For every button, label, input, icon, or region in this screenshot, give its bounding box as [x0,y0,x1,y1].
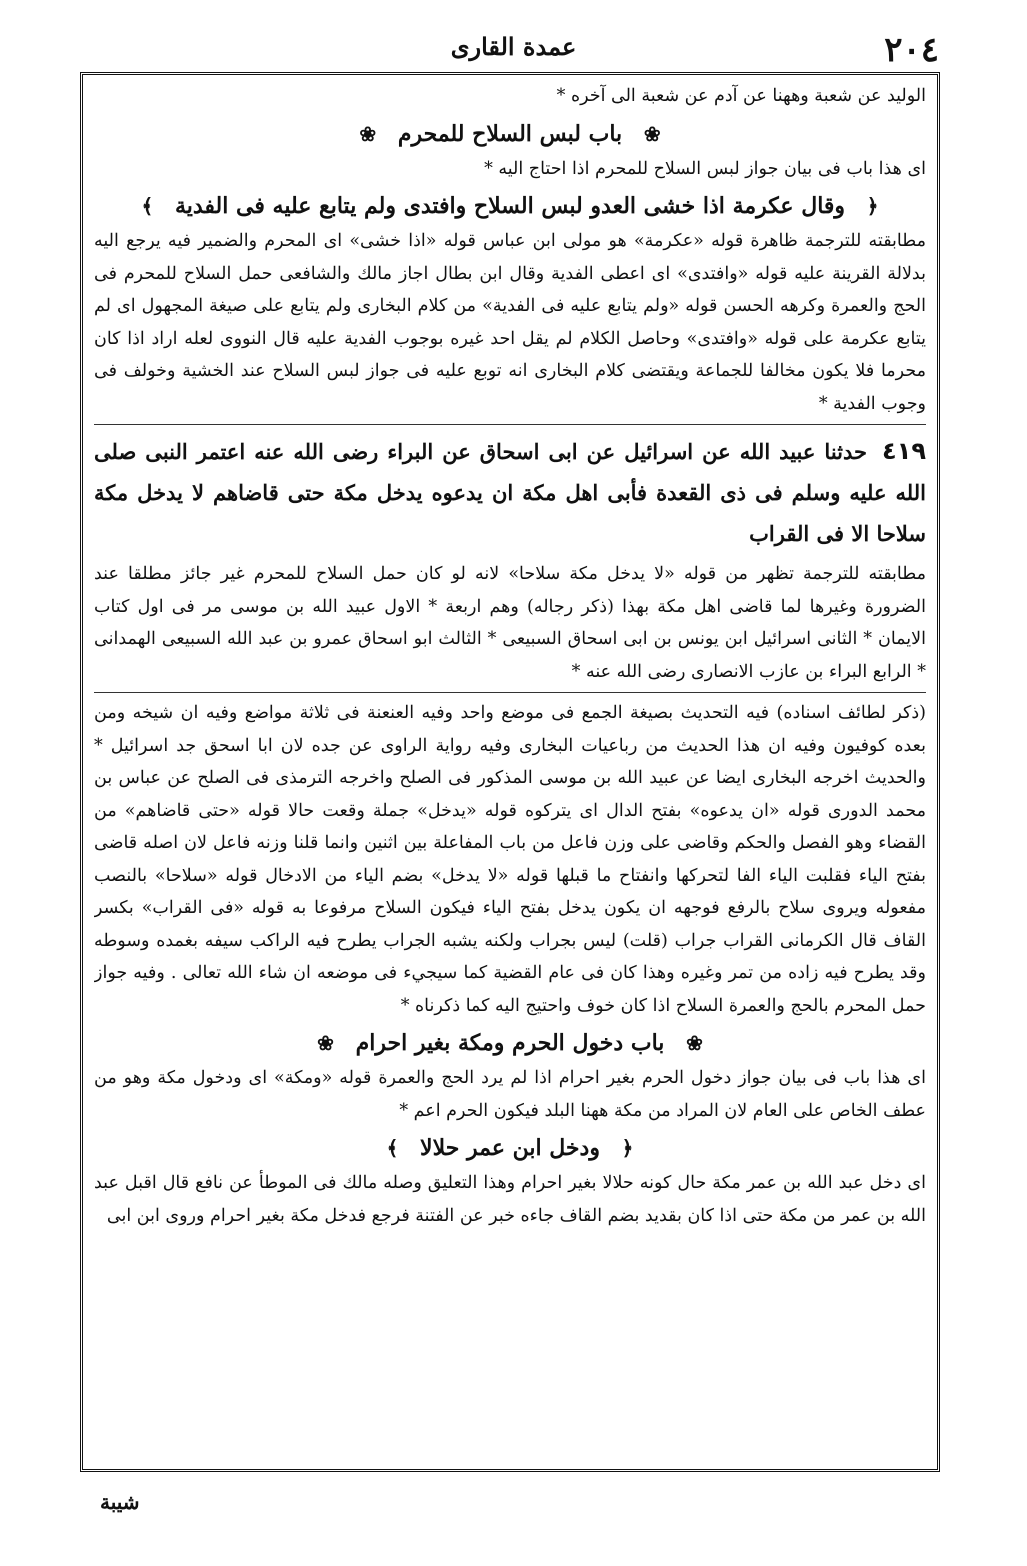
catchword: شيبة [100,1490,140,1514]
text-line: اى هذا باب فى بيان جواز لبس السلاح للمحرم اذا احتاج اليه * [484,158,926,179]
divider [94,692,926,693]
quoted-text: وقال عكرمة اذا خشى العدو لبس السلاح وافتدى ولم يتابع عليه فى الفدية [174,193,846,219]
quoted-text: ودخل ابن عمر حلالا [420,1135,600,1161]
bracket-icon: ﴿ [866,194,879,218]
commentary-paragraph: اى هذا باب فى بيان جواز دخول الحرم بغير احرام اذا لم يرد الحج والعمرة قوله «ومكة» اى ودخول مكة وهو من عطف الخاص على العام لان المراد من مكة ههنا البلد فيكون الحرم اعم * [94,1068,926,1121]
commentary-paragraph: مطابقته للترجمة تظهر من قوله «لا يدخل مكة سلاحا» لانه لو كان حمل السلاح للمحرم غير جائز مطلقا عند الضرورة وغيرها لما قاضى اهل مكة بهذا (ذكر رجاله) وهم اربعة * الاول عبيد الله بن موسى مر فى اول كتاب الايمان * الثانى اسرائيل ابن يونس بن ابى اسحاق السبيعى * الثالث ابو اسحاق عمرو بن عبد الله السبيعى الهمدانى * الرابع البراء بن عازب الانصارى رضى الله عنه * [94,564,926,682]
page-header [80,26,947,70]
commentary-paragraph: مطابقته للترجمة ظاهرة قوله «عكرمة» هو مولى ابن عباس قوله «اذا خشى» اى المحرم والضمير فيه يرجع اليه بدلالة القرينة عليه قوله «وافتدى» اى اعطى الفدية وقال ابن بطال اجاز مالك والشافعى حمل السلاح للمحرم فى الحج والعمرة وكرهه الحسن قوله «ولم يتابع عليه فى الفدية» من كلام البخارى ولم يتابع على صيغة المجهول اى لم يتابع عكرمة على قوله «وافتدى» وحاصل الكلام لم يقل احد غيره بوجوب الفدية عليه قال النووى لعله اراد اذا كان محرما فلا يكون مخالفا للجماعة ويقتضى كلام البخارى انه توبع عليه فى جواز لبس السلاح عند الخشية وخولف فى وجوب الفدية * [94,231,926,414]
quoted-heading [94,1135,926,1161]
chapter-heading [94,121,926,147]
hadith-text: حدثنا عبيد الله عن اسرائيل عن ابى اسحاق عن البراء رضى الله عنه اعتمر النبى صلى الله عليه وسلم فى ذى القعدة فأبى اهل مكة ان يدعوه يدخل مكة حتى قاضاهم لا يدخل مكة سلاحا الا فى القراب [94,439,926,546]
hadith-number: ٤١٩ [882,437,926,465]
commentary-paragraph: اى دخل عبد الله بن عمر مكة حال كونه حلالا بغير احرام وهذا التعليق وصله مالك فى الموطأ عن نافع قال اقبل عبد الله بن عمر من مكة حتى اذا كان بقديد بضم القاف جاءه خبر عن الفتنة فرجع فدخل مكة بغير احرام وروى ابن ابى [94,1173,926,1226]
running-title: عمدة القارى [450,32,577,61]
text-line: الوليد عن شعبة وههنا عن آدم عن شعبة الى آخره * [556,86,926,106]
ornament-icon: ❀ [686,1031,703,1055]
chapter-title: باب لبس السلاح للمحرم [397,120,623,147]
page-number: ٢٠٤ [884,30,939,70]
quoted-heading [94,193,926,219]
bracket-icon: ﴾ [141,194,154,218]
ornament-icon: ❀ [317,1031,334,1055]
commentary-paragraph: (ذكر لطائف اسناده) فيه التحديث بصيغة الجمع فى موضع واحد وفيه العنعنة فى ثلاثة مواضع وفيه ان شيخه ومن بعده كوفيون وفيه ان هذا الحديث من رباعيات البخارى وفيه رواية الراوى عن جده لان ابا اسحق جد اسرائيل * والحديث اخرجه البخارى ايضا عن عبيد الله بن موسى المذكور فى الصلح واخرجه الترمذى فى الصلح عن عباس بن محمد الدورى قوله «ان يدعوه» بفتح الدال اى يتركوه قوله «يدخل» جملة وقعت حالا قوله «حتى قاضاهم» من القضاء وهو الفصل والحكم وقاضى على وزن فاعل من باب المفاعلة بين اثنين وانما قلنا وزنه فاعل لان اصله قاضى بفتح الياء فقلبت الياء الفا لتحركها وانفتاح ما قبلها قوله «لا يدخل» بضم الياء من الادخال قوله «سلاحا» بالنصب مفعوله ويروى سلاح بالرفع فوجهه ان يكون يدخل بفتح الياء فيكون السلاح مرفوعا به قوله «فى القراب» بكسر القاف قال الكرمانى القراب جراب (قلت) ليس بجراب ولكنه يشبه الجراب يطرح فيه الراكب سيفه بغمده وسوطه وقد يطرح فيه زاده من تمر وغيره وهذا كان فى عام القضية كما سيجيء فى موضعه ان شاء الله تعالى . وفيه جواز حمل المحرم بالحج والعمرة السلاح اذا كان خوف واحتيج اليه كما ذكرناه * [94,703,926,1016]
page-body [94,80,926,1465]
divider [94,424,926,425]
ornament-icon: ❀ [359,121,377,146]
bracket-icon: ﴿ [621,1136,634,1160]
chapter-title: باب دخول الحرم ومكة بغير احرام [355,1030,665,1056]
ornament-icon: ❀ [643,121,661,146]
hadith-block [94,431,926,554]
chapter-heading [94,1030,926,1056]
bracket-icon: ﴾ [386,1136,399,1160]
